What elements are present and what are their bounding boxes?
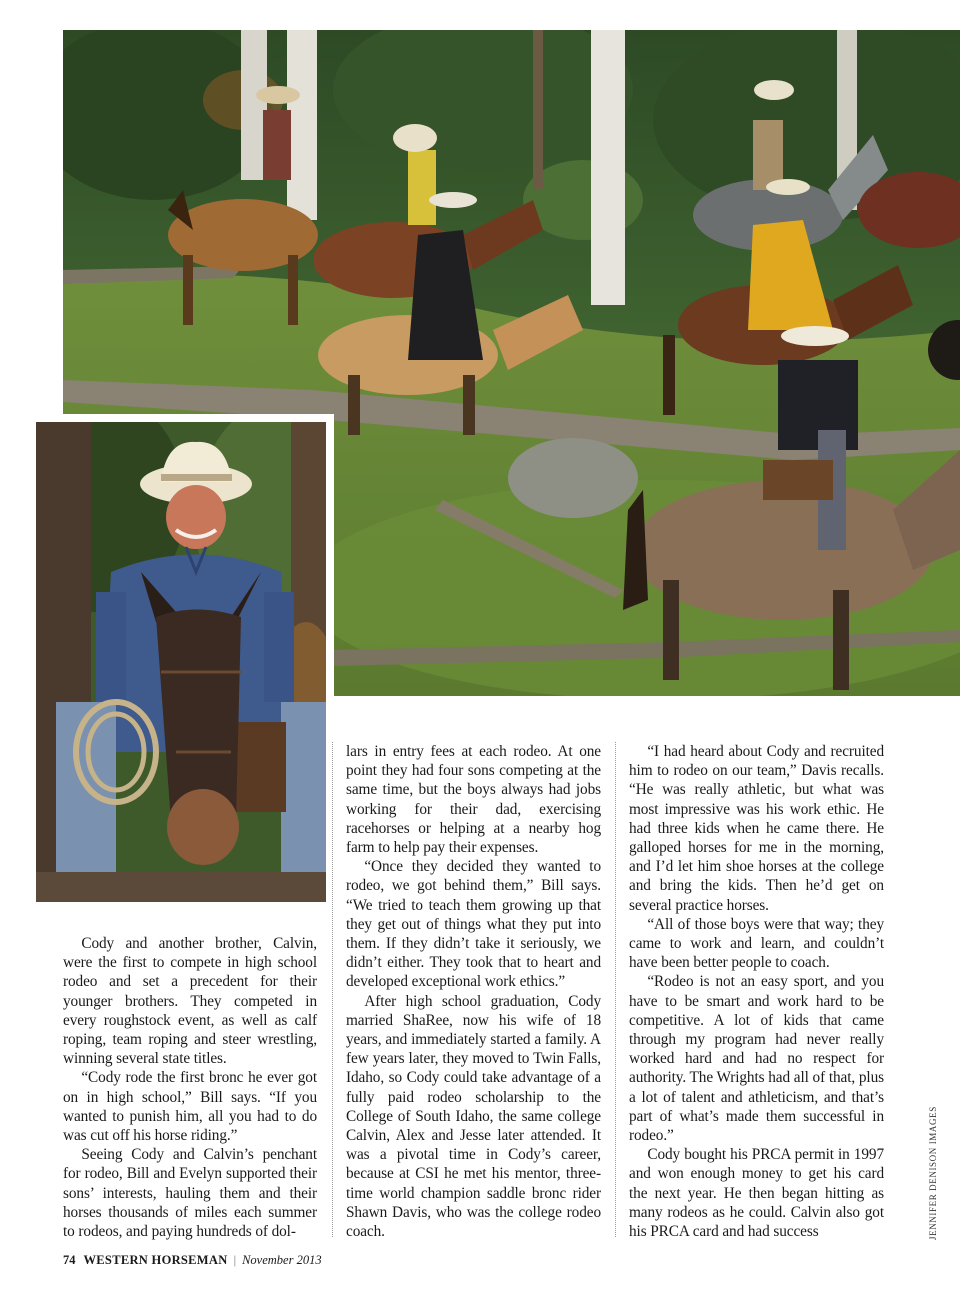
magazine-name: WESTERN HORSEMAN <box>83 1253 228 1267</box>
column3-paragraph-2: “All of those boys were that way; they came to work and learn, and couldn’t have been better people to coach. <box>629 915 884 972</box>
column2-paragraph-3: After high school graduation, Cody married ShaRee, now his wife of 18 years, and immediately started a family. A few years later, they moved to Twin Falls, Idaho, so Cody could take advantage of a fully paid rodeo scholarship to the College of South Idaho, the same college Calvin, Alex and Jesse later attended. It was a pivotal time in Cody’s career, because at CSI he met his mentor, three-time world champion saddle bronc rider Shawn Davis, who was the college rodeo coach. <box>346 992 601 1241</box>
column1-paragraph-2: “Cody rode the first bronc he ever got on in high school,” Bill says. “If you wanted to punish him, all you had to do was cut off his horse riding.” <box>63 1069 317 1145</box>
column1-paragraph-3: Seeing Cody and Calvin’s penchant for rodeo, Bill and Evelyn supported their sons’ interests, hauling them and their horses thousands of miles each summer to rodeos, and paying hundreds of dol- <box>63 1146 317 1241</box>
article-column-1 <box>63 934 317 1241</box>
issue-date: November 2013 <box>242 1253 322 1267</box>
page-number: 74 <box>63 1253 76 1267</box>
column-divider-2 <box>615 742 616 1237</box>
article-column-3 <box>629 742 884 1241</box>
page-footer <box>63 1253 322 1268</box>
inset-photo-rider-portrait <box>28 414 334 910</box>
column2-paragraph-2: “Once they decided they wanted to rodeo, we got behind them,” Bill says. “We tried to teach them growing up that they get out of things what they put into them. If they didn’t take it seriously, we didn’t either. They took that to heart and developed exceptional work ethics.” <box>346 858 601 991</box>
column3-paragraph-1: “I had heard about Cody and recruited him to rodeo on our team,” Davis recalls. “He was really athletic, but what was most impressive was his work ethic. He had three kids when he came there. He galloped horses for me in the morning, and I’d let him shoe horses at the college and bring the kids. Then he’d get on several practice horses. <box>629 743 884 914</box>
footer-separator: | <box>233 1253 237 1267</box>
column2-paragraph-1: lars in entry fees at each rodeo. At one point they had four sons competing at the same time, but the boys always had jobs working for their dad, exercising racehorses or helping at a nearby hog farm to help pay their expenses. <box>346 743 601 857</box>
column3-paragraph-3: “Rodeo is not an easy sport, and you have to be smart and work hard to be competitive. A lot of kids that came through my program had never really worked hard and had no respect for authority. The Wrights had all of that, plus a lot of talent and athleticism, and that’s part of what’s made them successful in rodeo.” <box>629 973 884 1145</box>
photo-credit: JENNIFER DENISON IMAGES <box>928 1106 938 1240</box>
article-column-2 <box>346 742 601 1241</box>
column-divider-1 <box>332 742 333 1237</box>
column1-paragraph-1: Cody and another brother, Calvin, were the first to compete in high school rodeo and set a precedent for their younger brothers. They competed in every roughstock event, as well as calf roping, team roping and steer wrestling, winning several state titles. <box>63 935 317 1068</box>
column3-paragraph-4: Cody bought his PRCA permit in 1997 and won enough money to get his card the next year. He then began hitting as many rodeos as he could. Calvin also got his PRCA card and had success <box>629 1146 884 1241</box>
